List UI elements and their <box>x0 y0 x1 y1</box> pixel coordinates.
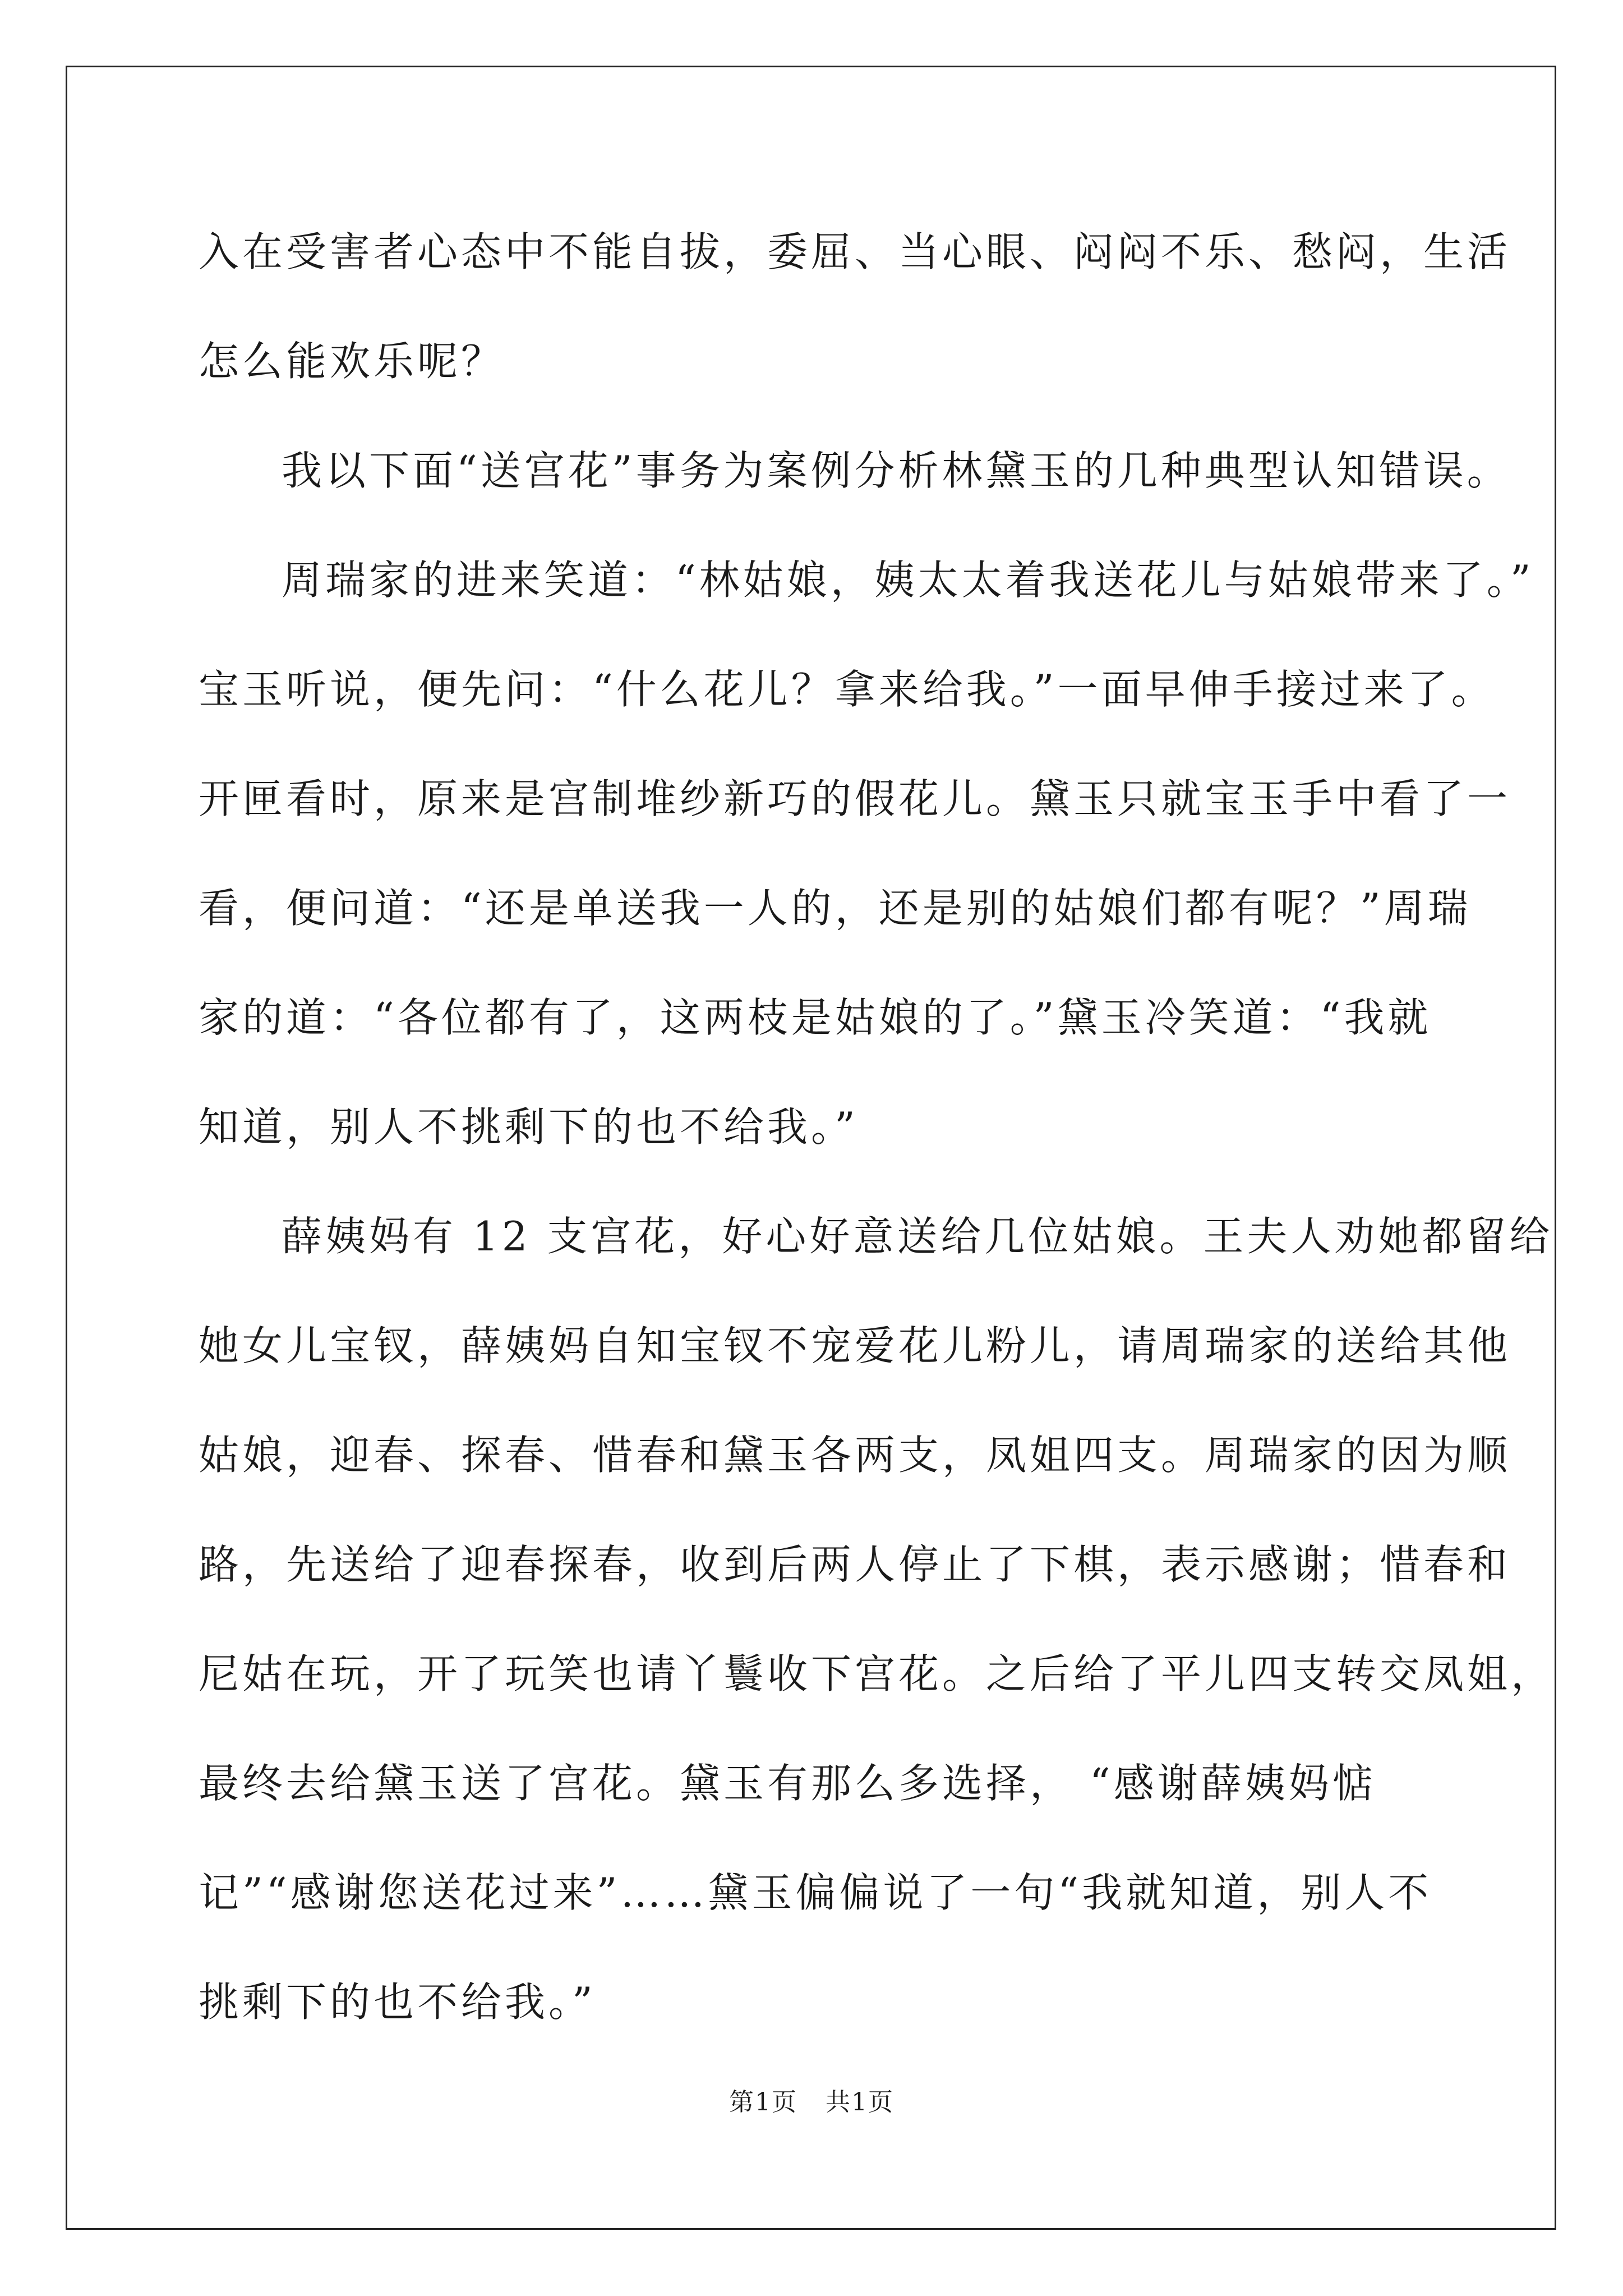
text-line: 她女儿宝钗，薛姨妈自知宝钗不宠爱花儿粉儿，请周瑞家的送给其他 <box>199 1322 1511 1369</box>
paragraph-start-line: 周瑞家的进来笑道：“林姑娘，姨太太着我送花儿与姑娘带来了。” <box>282 556 1534 604</box>
text-line: 记”“感谢您送花过来”……黛玉偏偏说了一句“我就知道，别人不 <box>199 1869 1432 1916</box>
text-line: 姑娘，迎春、探春、惜春和黛玉各两支，凤姐四支。周瑞家的因为顺 <box>199 1432 1511 1479</box>
paragraph-start-line: 薛姨妈有 12 支宫花，好心好意送给几位姑娘。王夫人劝她都留给 <box>282 1213 1553 1260</box>
text-line: 最终去给黛玉送了宫花。黛玉有那么多选择， “感谢薛姨妈惦 <box>199 1760 1376 1807</box>
paragraph-start-line: 我以下面“送宫花”事务为案例分析林黛玉的几种典型认知错误。 <box>282 447 1511 494</box>
text-line: 家的道：“各位都有了，这两枝是姑娘的了。”黛玉冷笑道：“我就 <box>199 994 1432 1041</box>
text-line: 挑剩下的也不给我。” <box>199 1978 596 2026</box>
text-line: 知道，别人不挑剩下的也不给我。” <box>199 1103 859 1151</box>
text-line: 看，便问道：“还是单送我一人的，还是别的姑娘们都有呢？”周瑞 <box>199 885 1472 932</box>
text-line: 开匣看时，原来是宫制堆纱新巧的假花儿。黛玉只就宝玉手中看了一 <box>199 775 1511 822</box>
page-number: 第1页 <box>729 2088 797 2116</box>
text-line: 入在受害者心态中不能自拔，委屈、当心眼、闷闷不乐、愁闷，生活 <box>199 228 1511 275</box>
document-body <box>199 197 1555 2057</box>
page-footer <box>0 2086 1623 2119</box>
text-line: 宝玉听说，便先问：“什么花儿？拿来给我。”一面早伸手接过来了。 <box>199 666 1495 713</box>
text-line: 怎么能欢乐呢？ <box>199 338 505 385</box>
page-total: 共1页 <box>826 2088 894 2116</box>
text-line: 尼姑在玩，开了玩笑也请丫鬟收下宫花。之后给了平儿四支转交凤姐， <box>199 1650 1555 1697</box>
text-line: 路，先送给了迎春探春，收到后两人停止了下棋，表示感谢；惜春和 <box>199 1541 1511 1588</box>
